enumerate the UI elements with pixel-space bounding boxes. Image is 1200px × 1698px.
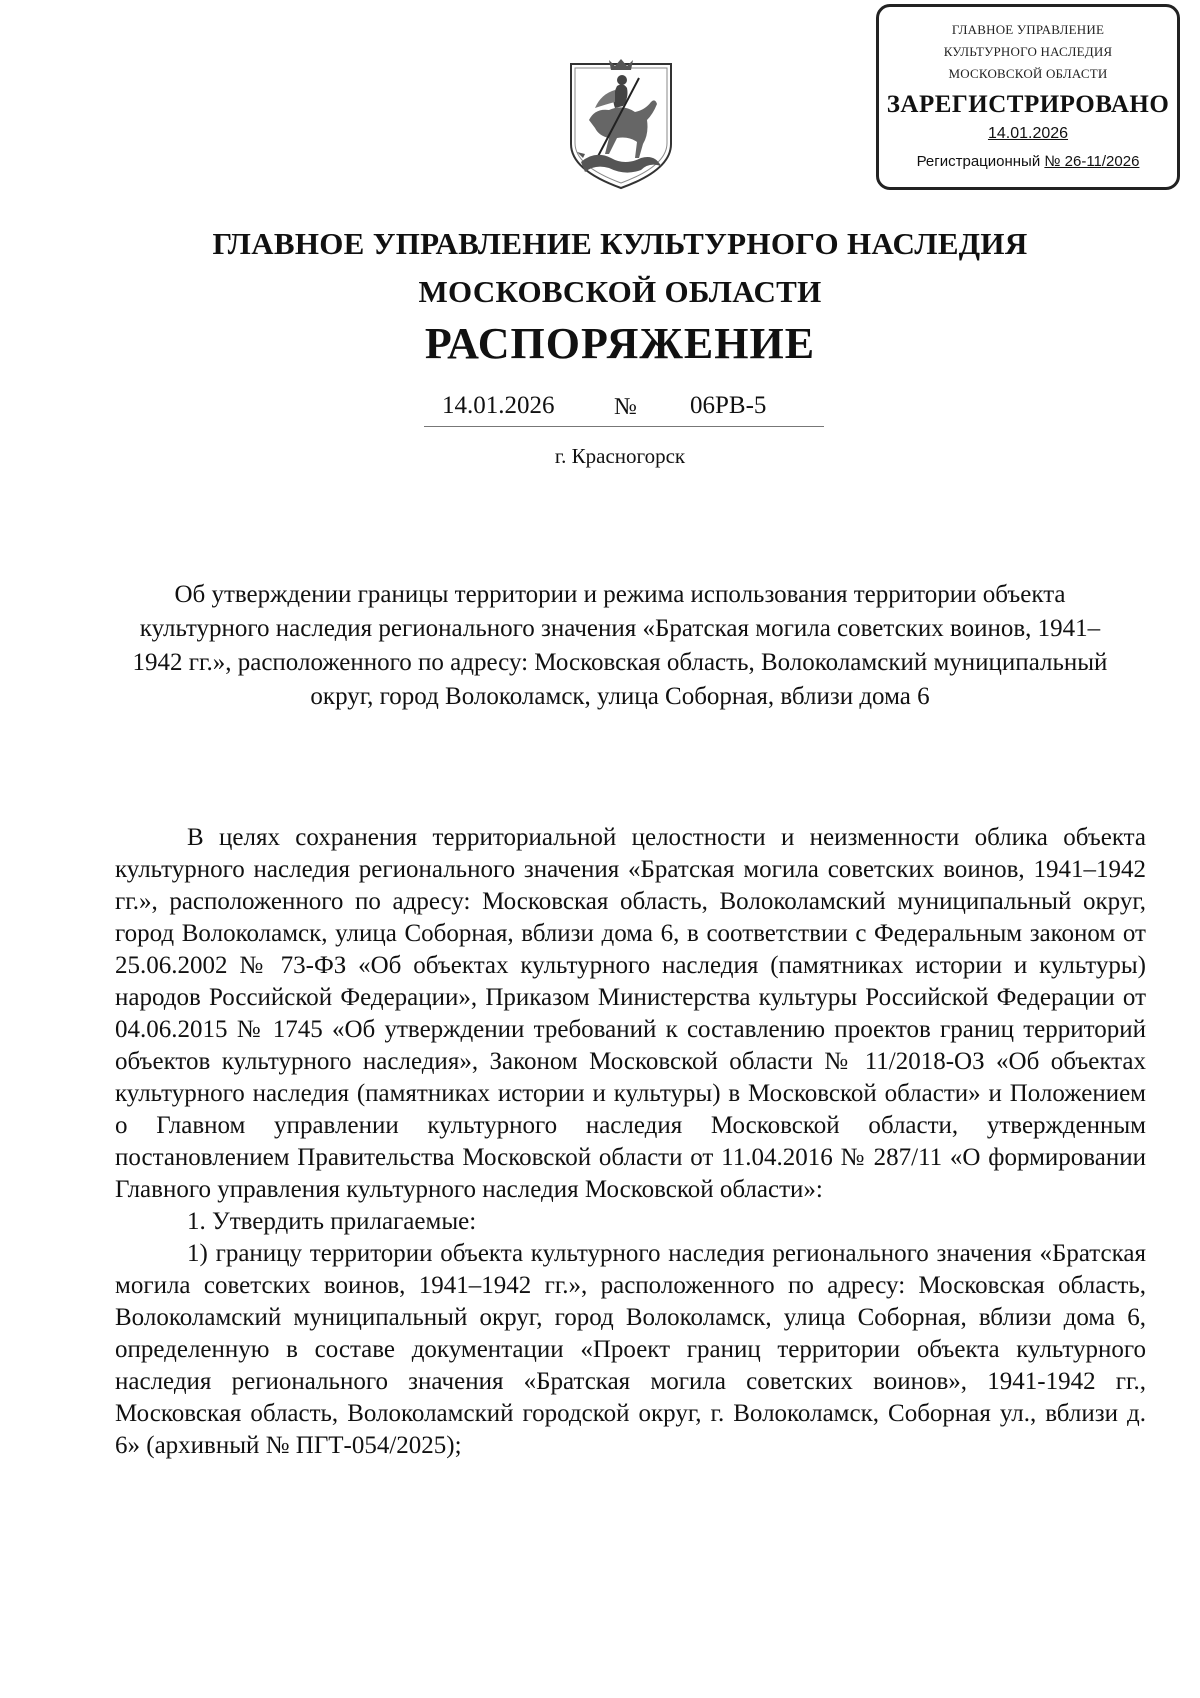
stamp-organization bbox=[879, 19, 1177, 85]
stamp-org-line: КУЛЬТУРНОГО НАСЛЕДИЯ bbox=[943, 44, 1113, 59]
stamp-status: ЗАРЕГИСТРИРОВАНО bbox=[886, 91, 1170, 118]
stamp-number-label: Регистрационный bbox=[916, 153, 1041, 170]
number-sign: № bbox=[614, 394, 637, 420]
coat-of-arms-icon bbox=[565, 58, 677, 192]
preamble-paragraph: В целях сохранения территориальной целостности и неизменности облика объекта культурного наследия регионального значения «Братская могила советских воинов, 1941–1942 гг.», расположенного по адресу: Московская область, Волоколамский муниципальный округ, город Волоколамск, улица Соборная, вблизи дома 6, в соответствии с Федеральным законом от 25.06.2002 № 73-ФЗ «Об объектах культурного наследия (памятниках истории и культуры) народов Российской Федерации», Приказом Министерства культуры Российской Федерации от 04.06.2015 № 1745 «Об утверждении требований к составлению проектов границ территорий объектов культурного наследия», Законом Московской области № 11/2018-ОЗ «Об объектах культурного наследия (памятниках истории и культуры) в Московской области» и Положением о Главном управлении культурного наследия Московской области, утвержденным постановлением Правительства Московской области от 11.04.2016 № 287/11 «О формировании Главного управления культурного наследия Московской области»: bbox=[115, 824, 1146, 1203]
stamp-org-line: МОСКОВСКОЙ ОБЛАСТИ bbox=[948, 66, 1108, 81]
agency-name-line: МОСКОВСКОЙ ОБЛАСТИ bbox=[418, 274, 822, 309]
document-city: г. Красногорск bbox=[554, 444, 686, 468]
document-body bbox=[115, 822, 1146, 1462]
stamp-org-line: ГЛАВНОЕ УПРАВЛЕНИЕ bbox=[951, 22, 1105, 37]
document-date: 14.01.2026 bbox=[442, 392, 555, 419]
document-number: 06РВ-5 bbox=[690, 392, 767, 419]
agency-name-line: ГЛАВНОЕ УПРАВЛЕНИЕ КУЛЬТУРНОГО НАСЛЕДИЯ bbox=[212, 226, 1028, 261]
stamp-number-value: № 26-11/2026 bbox=[1044, 153, 1140, 170]
agency-name bbox=[0, 220, 1200, 316]
document-subject: Об утверждении границы территории и режима использования территории объекта культурного наследия регионального значения «Братская могила советских воинов, 1941–1942 гг.», расположенного по адресу: Московская область, Волоколамский муниципальный округ, город Волоколамск, улица Соборная, вблизи дома 6 bbox=[132, 581, 1108, 710]
document-type-title: РАСПОРЯЖЕНИЕ bbox=[424, 319, 816, 368]
date-number-line bbox=[424, 392, 824, 427]
clause-1-1: 1) границу территории объекта культурного наследия регионального значения «Братская могила советских воинов, 1941–1942 гг.», расположенного по адресу: Московская область, Волоколамский муниципальный округ, город Волоколамск, улица Соборная, вблизи дома 6, определенную в составе документации «Проект границ территории объекта культурного наследия регионального значения «Братская могила советских воинов», 1941-1942 гг., Московская область, Волоколамский городской округ, г. Волоколамск, Соборная ул., вблизи д. 6» (архивный № ПГТ-054/2025); bbox=[115, 1240, 1146, 1459]
registration-stamp bbox=[876, 4, 1180, 190]
stamp-date: 14.01.2026 bbox=[987, 125, 1069, 142]
clause-1: 1. Утвердить прилагаемые: bbox=[187, 1208, 477, 1235]
stamp-registration-number bbox=[879, 153, 1177, 170]
